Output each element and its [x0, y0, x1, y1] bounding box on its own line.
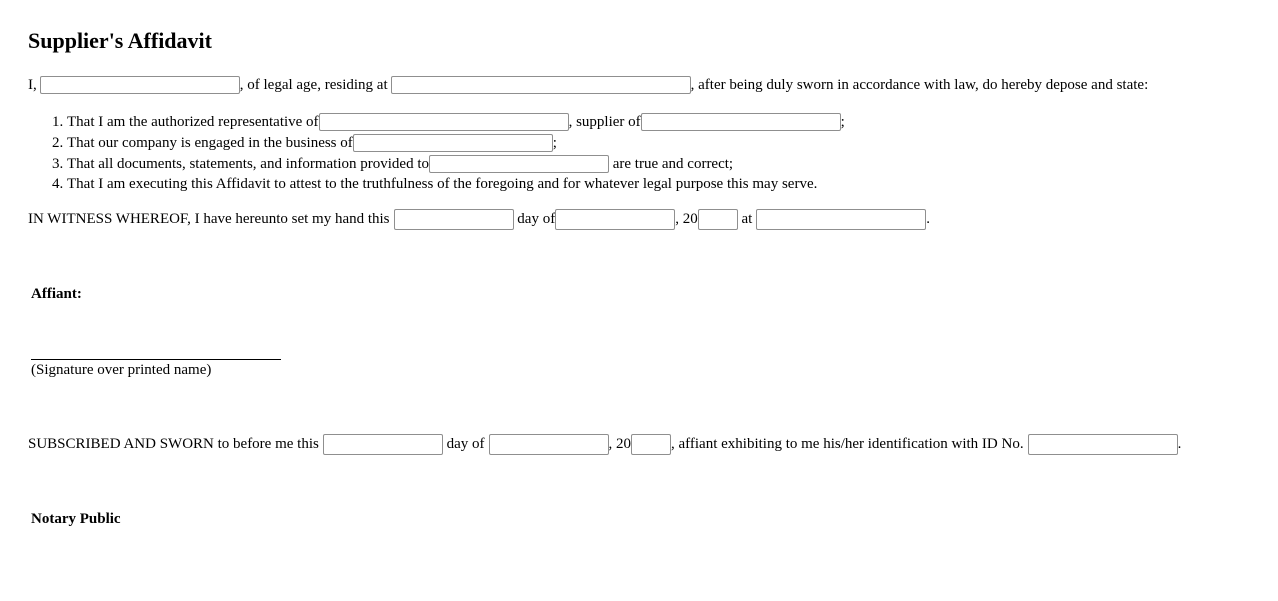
list-item-punct: ; — [552, 135, 557, 151]
list-item-number: 4. — [52, 176, 64, 192]
list-item-text: That our company is engaged in the business of — [67, 135, 353, 151]
list-item-3 — [52, 154, 733, 174]
id-number-field[interactable] — [1028, 434, 1178, 455]
witness-prefix: IN WITNESS WHEREOF, I have hereunto set my hand this — [28, 211, 390, 227]
witness-month-field[interactable] — [555, 209, 675, 230]
affiant-name-field[interactable] — [40, 76, 240, 94]
signature-line — [31, 359, 281, 360]
sworn-line — [28, 433, 1181, 455]
list-item-text: , supplier of — [568, 114, 641, 130]
list-item-text: That all documents, statements, and information provided to — [67, 156, 429, 172]
witness-day-field[interactable] — [394, 209, 514, 230]
intro-line — [28, 74, 1148, 96]
signature-caption: (Signature over printed name) — [31, 362, 212, 378]
intro-after-address: , after being duly sworn in accordance with law, do hereby depose and state: — [690, 77, 1149, 93]
witness-at: at — [737, 211, 753, 227]
witness-end: . — [926, 211, 931, 227]
list-item-2 — [52, 133, 557, 153]
notary-label: Notary Public — [31, 511, 121, 527]
list-item-1 — [52, 112, 845, 132]
sworn-year-prefix: , 20 — [608, 436, 631, 452]
company-represented-field[interactable] — [319, 113, 569, 131]
documents-recipient-field[interactable] — [429, 155, 609, 173]
witness-day-of: day of — [513, 211, 556, 227]
sworn-year-field[interactable] — [631, 434, 671, 455]
witness-year-field[interactable] — [698, 209, 738, 230]
list-item-number: 2. — [52, 135, 64, 151]
business-nature-field[interactable] — [353, 134, 553, 152]
residence-address-field[interactable] — [391, 76, 691, 94]
sworn-day-field[interactable] — [323, 434, 443, 455]
sworn-prefix: SUBSCRIBED AND SWORN to before me this — [28, 436, 319, 452]
witness-line — [28, 208, 930, 230]
affiant-label: Affiant: — [31, 286, 82, 302]
witness-year-prefix: , 20 — [675, 211, 698, 227]
sworn-id-text: , affiant exhibiting to me his/her identification with ID No. — [671, 436, 1024, 452]
sworn-day-of: day of — [442, 436, 485, 452]
list-item-punct: ; — [840, 114, 845, 130]
list-item-text: That I am executing this Affidavit to attest to the truthfulness of the foregoing and for whatever legal purpose this may serve. — [67, 176, 818, 192]
intro-prefix: I, — [28, 77, 37, 93]
list-item-text: are true and correct; — [609, 156, 734, 172]
list-item-text: That I am the authorized representative of — [67, 114, 319, 130]
list-item-number: 1. — [52, 114, 64, 130]
intro-after-name: , of legal age, residing at — [239, 77, 388, 93]
list-item-number: 3. — [52, 156, 64, 172]
witness-place-field[interactable] — [756, 209, 926, 230]
list-item-4 — [52, 174, 817, 194]
sworn-month-field[interactable] — [489, 434, 609, 455]
page-title: Supplier's Affidavit — [28, 28, 212, 53]
sworn-end: . — [1177, 436, 1182, 452]
goods-supplied-field[interactable] — [641, 113, 841, 131]
